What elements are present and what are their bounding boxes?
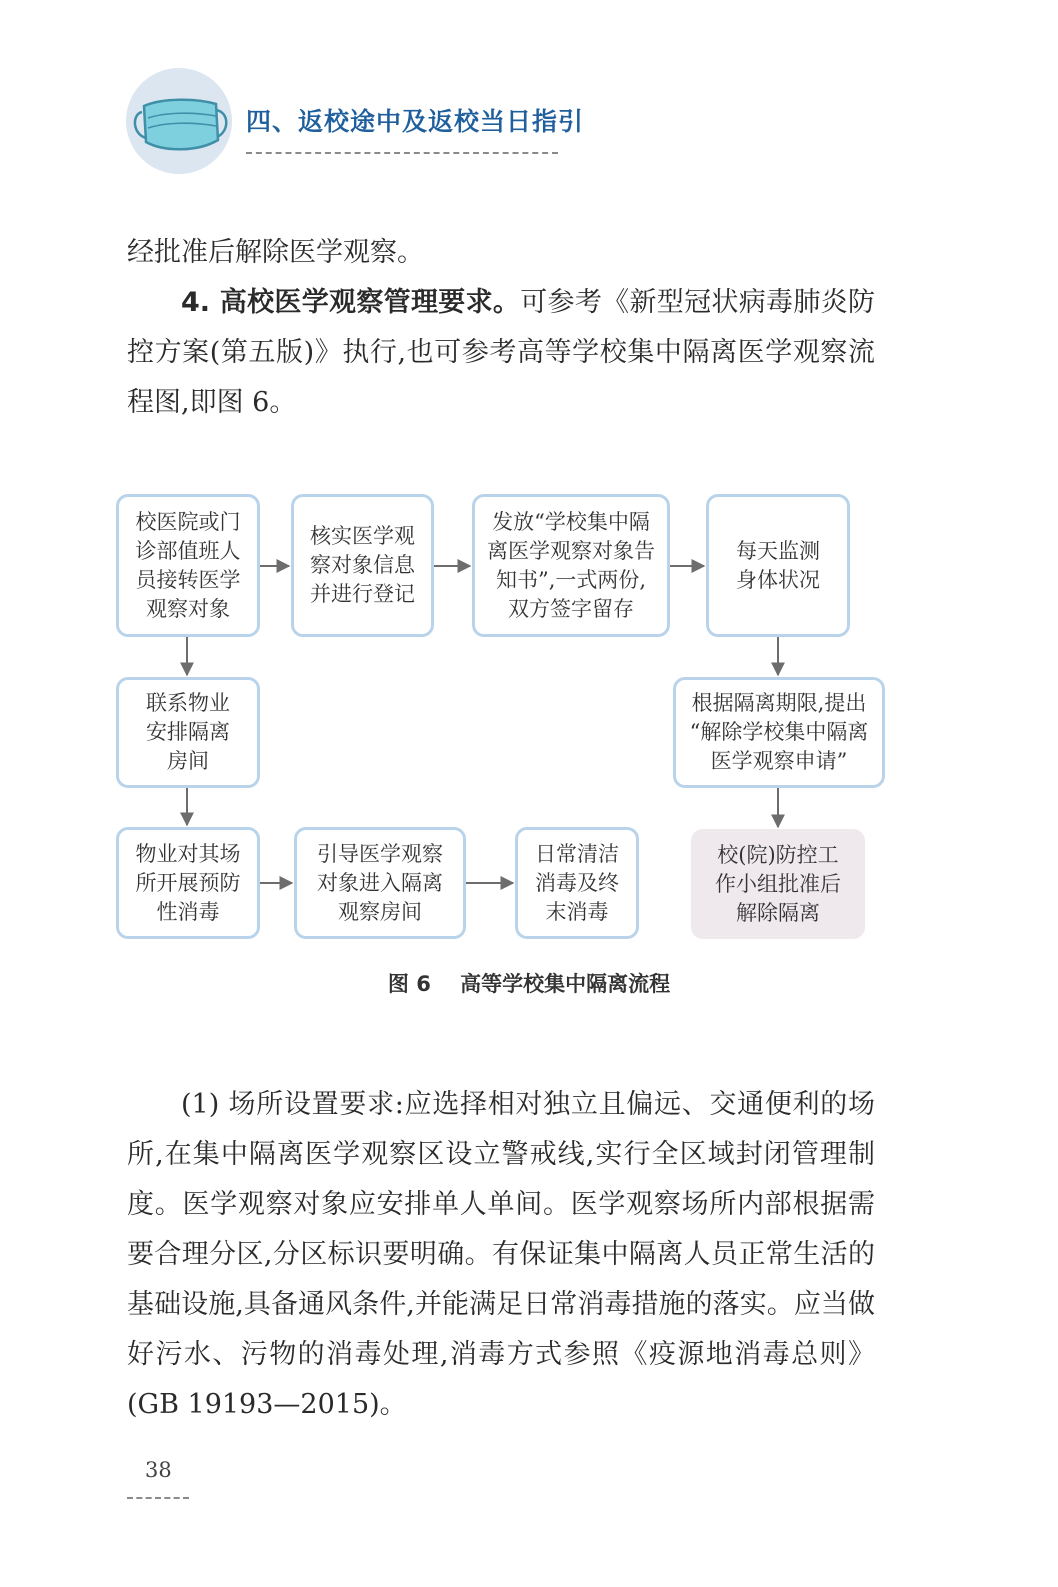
page-number: 38	[145, 1458, 172, 1482]
flow-node-release: 校(院)防控工 作小组批准后 解除隔离	[691, 829, 865, 939]
paragraph-2-lead: 4. 高校医学观察管理要求。	[181, 287, 521, 318]
section-title: 四、返校途中及返校当日指引	[246, 107, 585, 136]
flow-node-verify: 核实医学观 察对象信息 并进行登记	[291, 494, 434, 637]
paragraph-3: (1) 场所设置要求:应选择相对独立且偏远、交通便利的场所,在集中隔离医学观察区设立警戒线,实行全区域封闭管理制度。医学观察对象应安排单人单间。医学观察场所内部根据需要合理分区,分区标识要明确。有保证集中隔离人员正常生活的基础设施,具备通风条件,并能满足日常消毒措施的落实。应当做好污水、污物的消毒处理,消毒方式参照《疫源地消毒总则》(GB 19193—2015)。	[127, 1089, 875, 1420]
flow-node-daily-clean: 日常清洁 消毒及终 末消毒	[515, 827, 639, 939]
flow-node-receive: 校医院或门 诊部值班人 员接转医学 观察对象	[116, 494, 260, 637]
flow-node-monitor: 每天监测 身体状况	[706, 494, 850, 637]
flow-node-arrange-room: 联系物业 安排隔离 房间	[116, 677, 260, 788]
figure-caption: 图 6 高等学校集中隔离流程	[387, 972, 671, 996]
flow-node-notice: 发放“学校集中隔 离医学观察对象告 知书”,一式两份, 双方签字留存	[472, 494, 670, 637]
flow-node-guide: 引导医学观察 对象进入隔离 观察房间	[294, 827, 466, 939]
page-number-divider	[127, 1497, 189, 1499]
flow-node-disinfect-site: 物业对其场 所开展预防 性消毒	[116, 827, 260, 939]
paragraph-1: 经批准后解除医学观察。	[127, 237, 424, 268]
flow-node-apply-release: 根据隔离期限,提出 “解除学校集中隔离 医学观察申请”	[673, 677, 885, 788]
paragraph-2-text: 可参考《新型冠状病毒肺炎防控方案(第五版)》执行,也可参考高等学校集中隔离医学观察流程图,即图 6。	[127, 287, 875, 418]
